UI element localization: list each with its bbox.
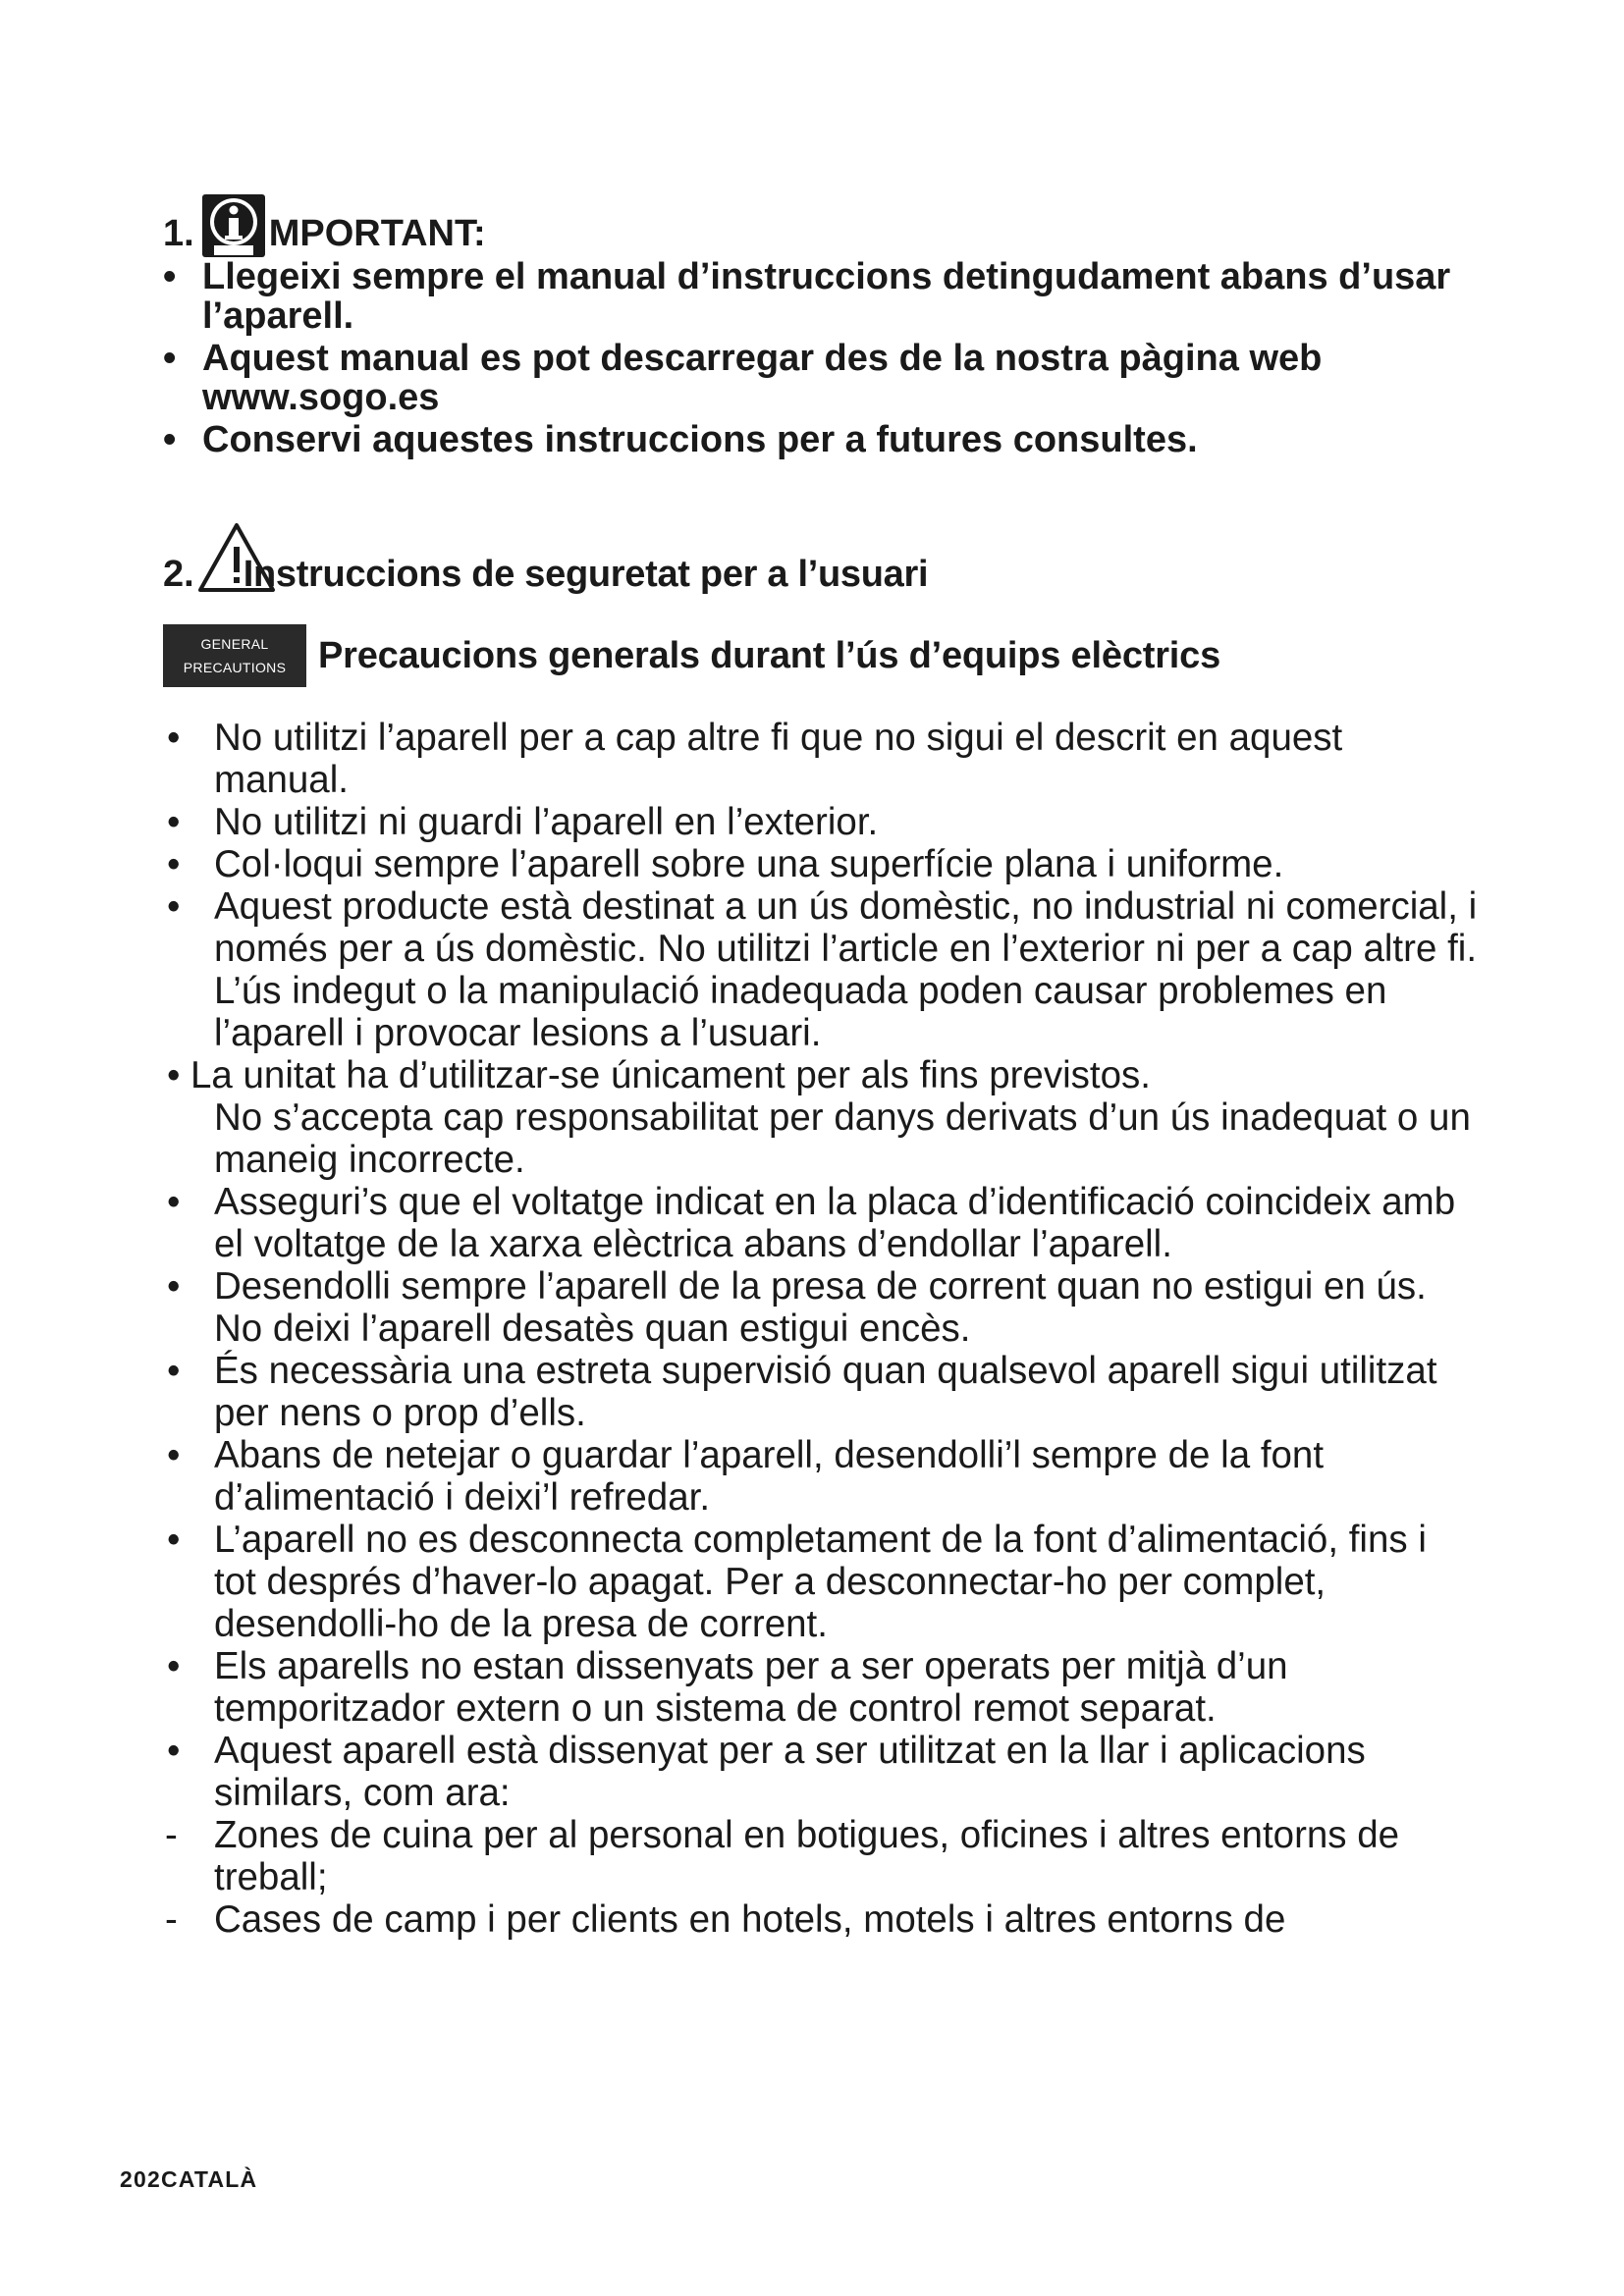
section-1-heading <box>163 185 486 253</box>
list-item-text: • La unitat ha d’utilitzar-se únicament per als fins previstos. <box>163 1054 1479 1096</box>
list-item <box>163 1054 1479 1181</box>
section-2-title: Instruccions de seguretat per a l’usuari <box>243 554 929 595</box>
badge-line-1: GENERAL <box>200 636 269 652</box>
section-2-number: 2. <box>163 554 194 595</box>
list-item: • Aquest producte està destinat a un ús domèstic, no industrial ni comercial, i només per a ús domèstic. No utilitzi l’article en l’exterior ni per a cap altre fi. L’ús indegut o la manipulació inadequada poden causar problemes en l’aparell i provocar lesions a l’usuari. <box>163 885 1479 1054</box>
list-item: • Conservi aquestes instruccions per a futures consultes. <box>163 420 1459 459</box>
list-item: • Els aparells no estan dissenyats per a ser operats per mitjà d’un temporitzador extern o un sistema de control remot separat. <box>163 1645 1479 1730</box>
footer-language: CATALÀ <box>160 2166 258 2192</box>
precautions-list <box>163 717 1479 1941</box>
list-item: • És necessària una estreta supervisió quan qualsevol aparell sigui utilitzat per nens o prop d’ells. <box>163 1350 1479 1434</box>
page-number: 202 <box>120 2166 161 2192</box>
section-1-list <box>163 257 1459 462</box>
list-item: • Llegeixi sempre el manual d’instruccions detingudament abans d’usar l’aparell. <box>163 257 1459 336</box>
page-footer <box>120 2166 257 2193</box>
list-item: • Abans de netejar o guardar l’aparell, desendolli’l sempre de la font d’alimentació i deixi’l refredar. <box>163 1434 1479 1519</box>
section-2-heading <box>163 515 928 594</box>
list-item: - Zones de cuina per al personal en botigues, oficines i altres entorns de treball; <box>163 1814 1479 1898</box>
list-item: - Cases de camp i per clients en hotels, motels i altres entorns de <box>163 1898 1479 1941</box>
precautions-title: Precaucions generals durant l’ús d’equips elèctrics <box>318 634 1221 676</box>
section-1-title: MPORTANT: <box>268 213 486 254</box>
list-item: • Asseguri’s que el voltatge indicat en la placa d’identificació coincideix amb el voltatge de la xarxa elèctrica abans d’endollar l’aparell. <box>163 1181 1479 1265</box>
section-1-number: 1. <box>163 213 194 254</box>
list-item: • Aquest aparell està dissenyat per a ser utilitzat en la llar i aplicacions similars, com ara: <box>163 1730 1479 1814</box>
precautions-heading <box>163 624 1220 687</box>
list-item: • Col·loqui sempre l’aparell sobre una superfície plana i uniforme. <box>163 843 1479 885</box>
list-item: • Aquest manual es pot descarregar des de la nostra pàgina web www.sogo.es <box>163 339 1459 417</box>
list-item: • No utilitzi ni guardi l’aparell en l’exterior. <box>163 801 1479 843</box>
info-icon <box>200 192 267 259</box>
list-item: • L’aparell no es desconnecta completament de la font d’alimentació, fins i tot després d’haver-lo apagat. Per a desconnectar-ho per complet, desendolli-ho de la presa de corrent. <box>163 1519 1479 1645</box>
badge-line-2: PRECAUTIONS <box>183 660 287 675</box>
list-item: • Desendolli sempre l’aparell de la presa de corrent quan no estigui en ús. No deixi l’aparell desatès quan estigui encès. <box>163 1265 1479 1350</box>
list-item: • No utilitzi l’aparell per a cap altre fi que no sigui el descrit en aquest manual. <box>163 717 1479 801</box>
general-precautions-badge <box>163 624 306 687</box>
warning-icon <box>196 521 277 594</box>
list-item-continuation: No s’accepta cap responsabilitat per danys derivats d’un ús inadequat o un maneig incorrecte. <box>214 1096 1471 1181</box>
